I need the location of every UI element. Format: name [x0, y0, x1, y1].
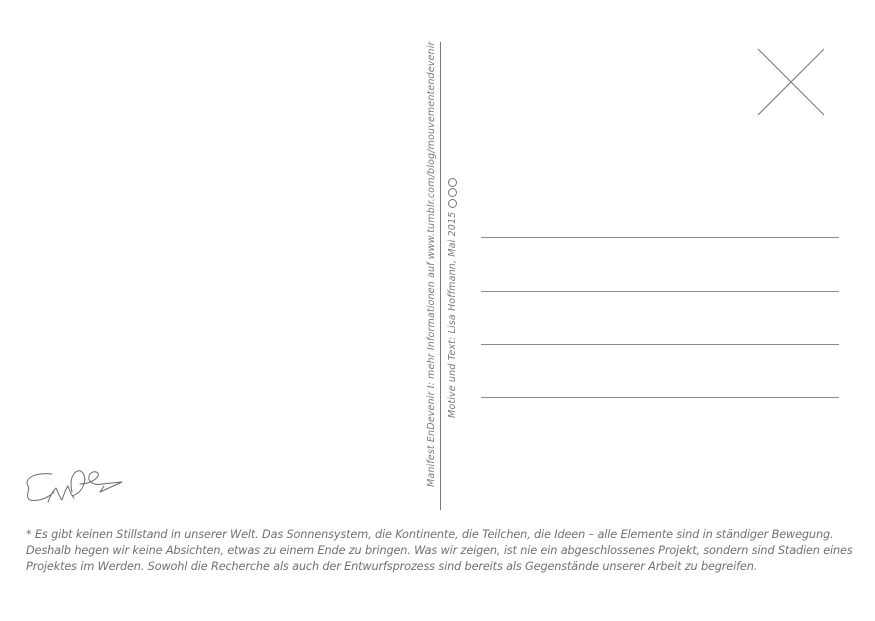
- vertical-credit-author: [447, 178, 458, 418]
- cc-icon: [448, 199, 457, 208]
- stamp-placeholder: [757, 48, 825, 116]
- vertical-credit-info: Manifest EnDevenir I: mehr Informationen auf www.tumblr.com/blog/mouvementendevenir: [426, 41, 437, 487]
- cross-icon: [757, 48, 825, 116]
- address-line: [481, 291, 839, 292]
- author-credit-text: Motive und Text: Lisa Hoffmann, Mai 2015: [447, 211, 458, 418]
- address-line: [481, 237, 839, 238]
- attribution-icon: [448, 188, 457, 197]
- license-icons: [448, 178, 457, 208]
- noncommercial-icon: [448, 178, 457, 187]
- center-divider: [440, 42, 441, 510]
- footnote-text: * Es gibt keinen Stillstand in unserer Welt. Das Sonnensystem, die Kontinente, die Teilchen, die Ideen – alle Elemente sind in ständiger Bewegung. Deshalb hegen wir keine Absichten, etwas zu einem Ende zu bringen. Was wir zeigen, ist nie ein abgeschlossenes Projekt, sondern sind Stadien eines Projektes im Werden. Sowohl die Recherche als auch der Entwurfsprozess sind bereits als Gegenstände unserer Arbeit zu begreifen.: [26, 528, 853, 573]
- address-line: [481, 397, 839, 398]
- address-line: [481, 344, 839, 345]
- signature-logo: [22, 462, 127, 504]
